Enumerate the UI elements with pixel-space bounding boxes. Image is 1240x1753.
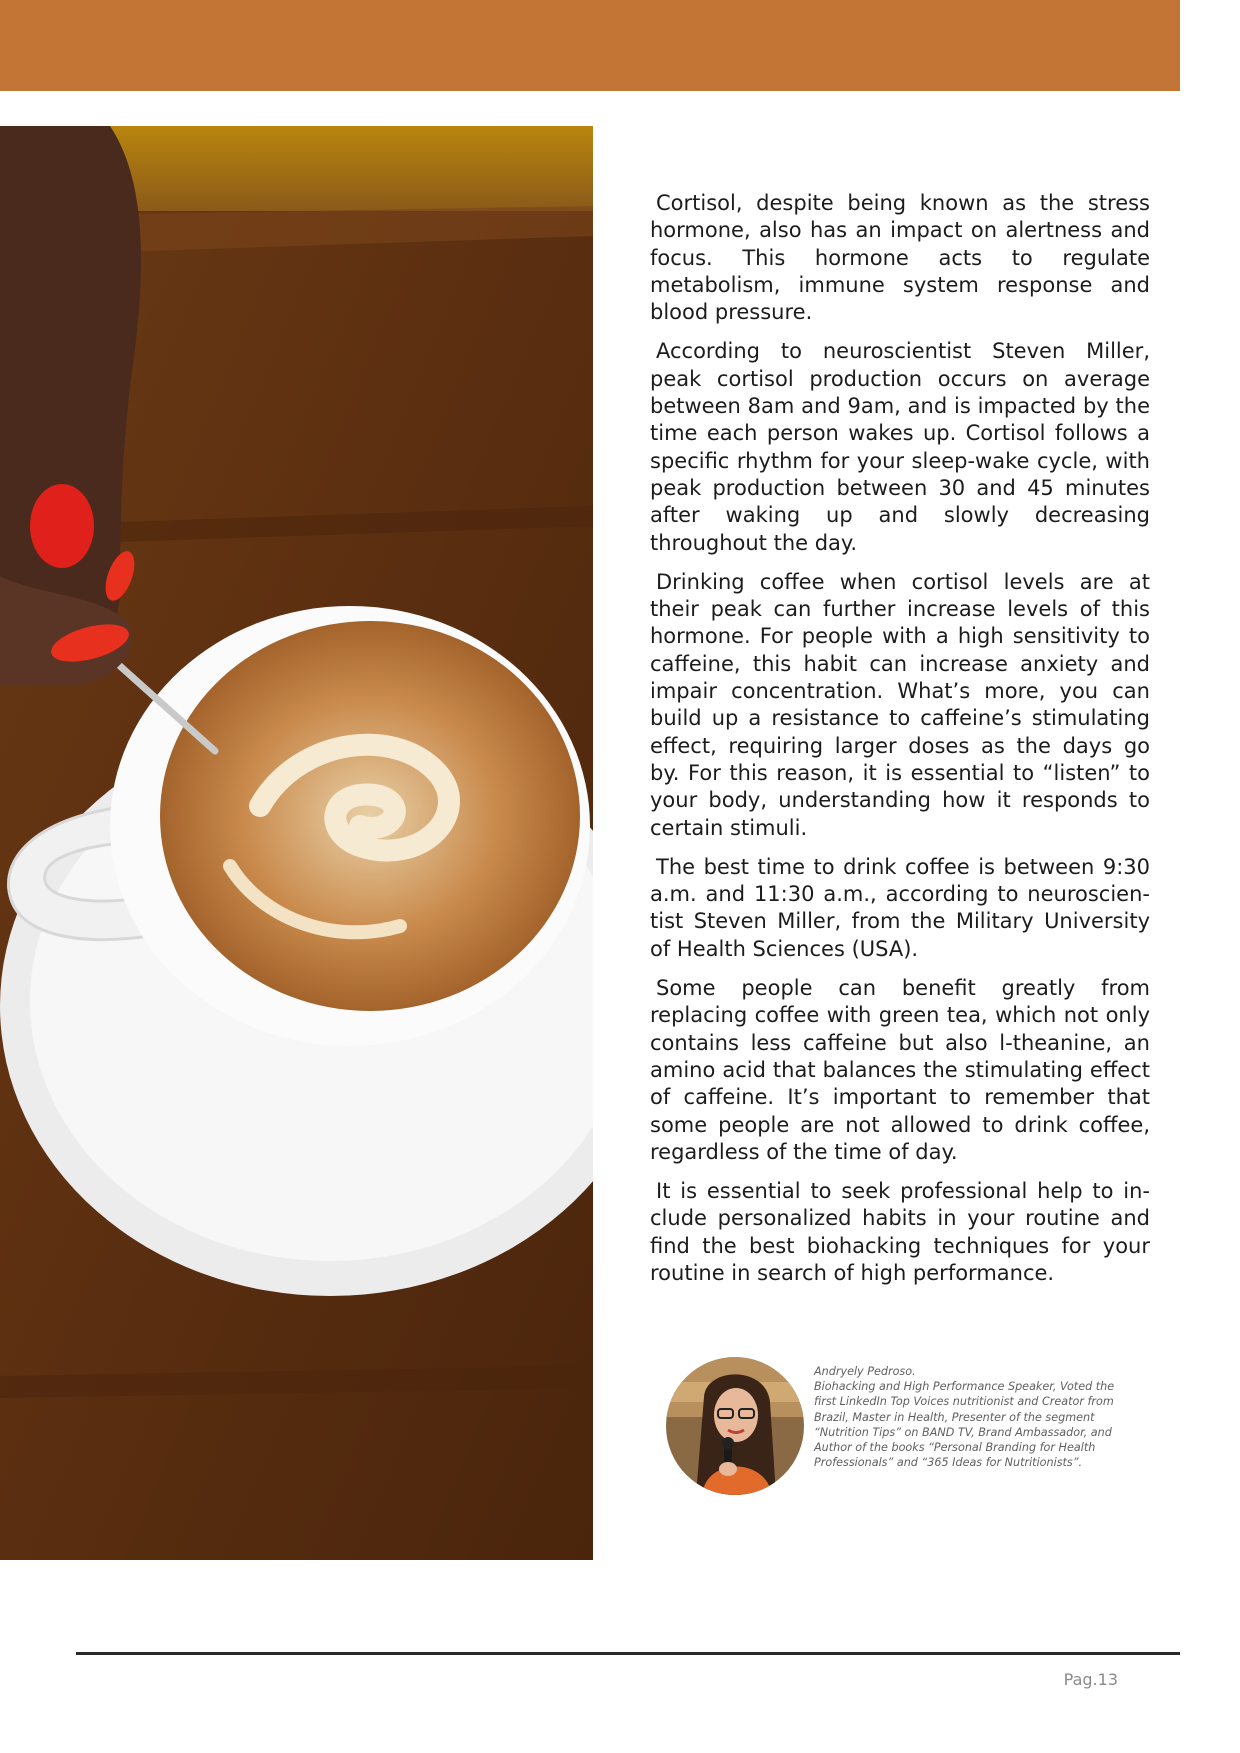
author-name: Andryely Pedroso. — [814, 1365, 916, 1378]
author-bio-block — [814, 1364, 1136, 1470]
header-band — [0, 0, 1180, 91]
page-number: Pag.13 — [1063, 1670, 1118, 1689]
article-paragraph: According to neuroscientist Steven Miller, peak cortisol production occurs on average between 8am and 9am, and is impacted by the time each person wakes up. Cortisol follows a specific rhythm for your sleep-wake cycle, with peak production between 30 and 45 minutes after waking up and slowly decreasing throughout the day. — [650, 339, 1150, 555]
footer-divider — [76, 1652, 1180, 1655]
article-paragraph: Cortisol, despite being known as the stress hormone, also has an impact on alertness and focus. This hormone acts to regulate metabolism, immune system response and blood pressure. — [650, 191, 1150, 325]
author-box — [666, 1357, 1136, 1497]
article-paragraph: Drinking coffee when cortisol levels are at their peak can further increase levels of this hormone. For people with a high sensitivity to caffeine, this habit can increase anxiety and impair concentration. What’s more, you can build up a resistance to caffeine’s stimulating effect, requiring larger doses as the days go by. For this reason, it is essential to “listen” to your body, understanding how it responds to certain stimuli. — [650, 569, 1150, 840]
author-portrait — [666, 1357, 804, 1495]
article-paragraph: Some people can benefit greatly from replacing coffee with green tea, which not only contains less caffeine but also l-theanine, an amino acid that balances the stimulating effect of caffeine. It’s important to remember that some people are not allowed to drink coffee, regardless of the time of day. — [650, 976, 1150, 1164]
article-paragraph: The best time to drink coffee is between 9:30 a.m. and 11:30 a.m., according to neuroscientist Steven Miller, from the Military University of Health Sciences (USA). — [650, 854, 1150, 961]
article-paragraph: It is essential to seek professional help to include personalized habits in your routine and find the best biohacking techniques for your routine in search of high performance. — [650, 1179, 1150, 1285]
coffee-cup-photo — [0, 126, 593, 1560]
article-body — [650, 190, 1150, 1299]
author-bio: Biohacking and High Performance Speaker, Voted the first LinkedIn Top Voices nutritionist and Creator from Brazil, Master in Health, Presenter of the segment “Nutrition Tips” on BAND TV, Brand Ambassador, and Author of the books “Personal Branding for Health Professionals” and “365 Ideas for Nutritionists”. — [814, 1380, 1115, 1470]
